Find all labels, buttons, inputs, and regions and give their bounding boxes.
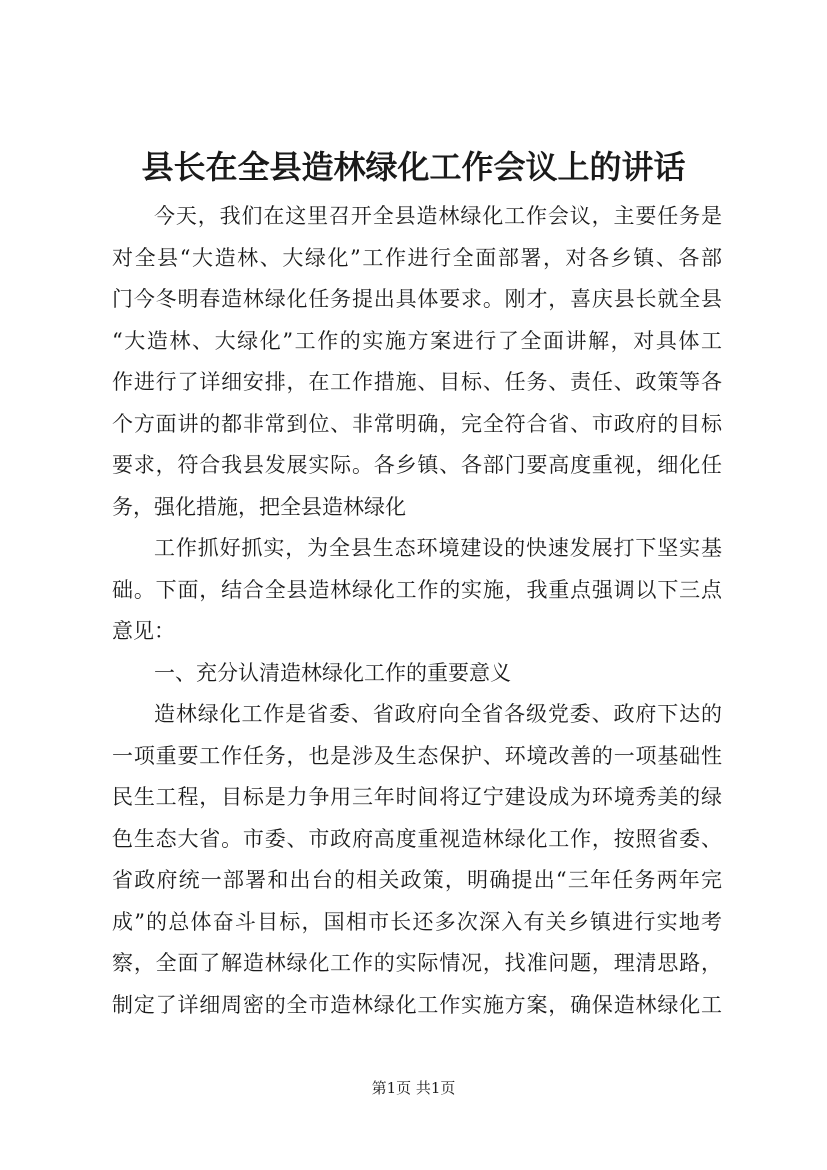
paragraph-3-line-2: 一项重要工作任务，也是涉及生态保护、环境改善的一项基础性	[112, 743, 722, 768]
paragraph-1-line-3: 门今冬明春造林绿化任务提出具体要求。刚才，喜庆县长就全县	[112, 287, 722, 311]
paragraph-2-line-1: 工作抓好抓实，为全县生态环境建设的快速发展打下坚实基	[154, 536, 722, 560]
paragraph-3-line-6: 成”的总体奋斗目标，国相市长还多次深入有关乡镇进行实地考	[112, 909, 722, 934]
paragraph-1-line-6: 个方面讲的都非常到位、非常明确，完全符合省、市政府的目标	[112, 411, 722, 436]
page-footer: 第1页 共1页	[371, 1079, 456, 1097]
paragraph-3-line-1: 造林绿化工作是省委、省政府向全省各级党委、政府下达的	[154, 702, 722, 726]
paragraph-1-line-2: 对全县“大造林、大绿化”工作进行全面部署，对各乡镇、各部	[112, 245, 722, 270]
document-body	[112, 196, 722, 1026]
paragraph-3-line-3: 民生工程，目标是力争用三年时间将辽宁建设成为环境秀美的绿	[112, 785, 722, 809]
paragraph-1-line-8: 务，强化措施，把全县造林绿化	[112, 494, 406, 519]
paragraph-1-line-4: “大造林、大绿化”工作的实施方案进行了全面讲解，对具体工	[112, 328, 722, 353]
document-title: 县长在全县造林绿化工作会议上的讲话	[141, 148, 686, 186]
section-heading-1: 一、充分认清造林绿化工作的重要意义	[154, 660, 511, 685]
paragraph-2-line-2: 础。下面，结合全县造林绿化工作的实施，我重点强调以下三点	[112, 577, 722, 602]
paragraph-3-line-5: 省政府统一部署和出台的相关政策，明确提出“三年任务两年完	[112, 868, 722, 892]
paragraph-3-line-7: 察，全面了解造林绿化工作的实际情况，找准问题，理清思路，	[112, 951, 722, 975]
paragraph-3-line-8: 制定了详细周密的全市造林绿化工作实施方案，确保造林绿化工	[112, 992, 722, 1017]
paragraph-1-line-5: 作进行了详细安排，在工作措施、目标、任务、责任、政策等各	[112, 370, 722, 394]
paragraph-1-line-7: 要求，符合我县发展实际。各乡镇、各部门要高度重视，细化任	[112, 453, 722, 477]
paragraph-2-line-3: 意见：	[112, 619, 175, 643]
paragraph-3-line-4: 色生态大省。市委、市政府高度重视造林绿化工作，按照省委、	[112, 826, 722, 851]
paragraph-1-line-1: 今天，我们在这里召开全县造林绿化工作会议，主要任务是	[154, 204, 722, 228]
